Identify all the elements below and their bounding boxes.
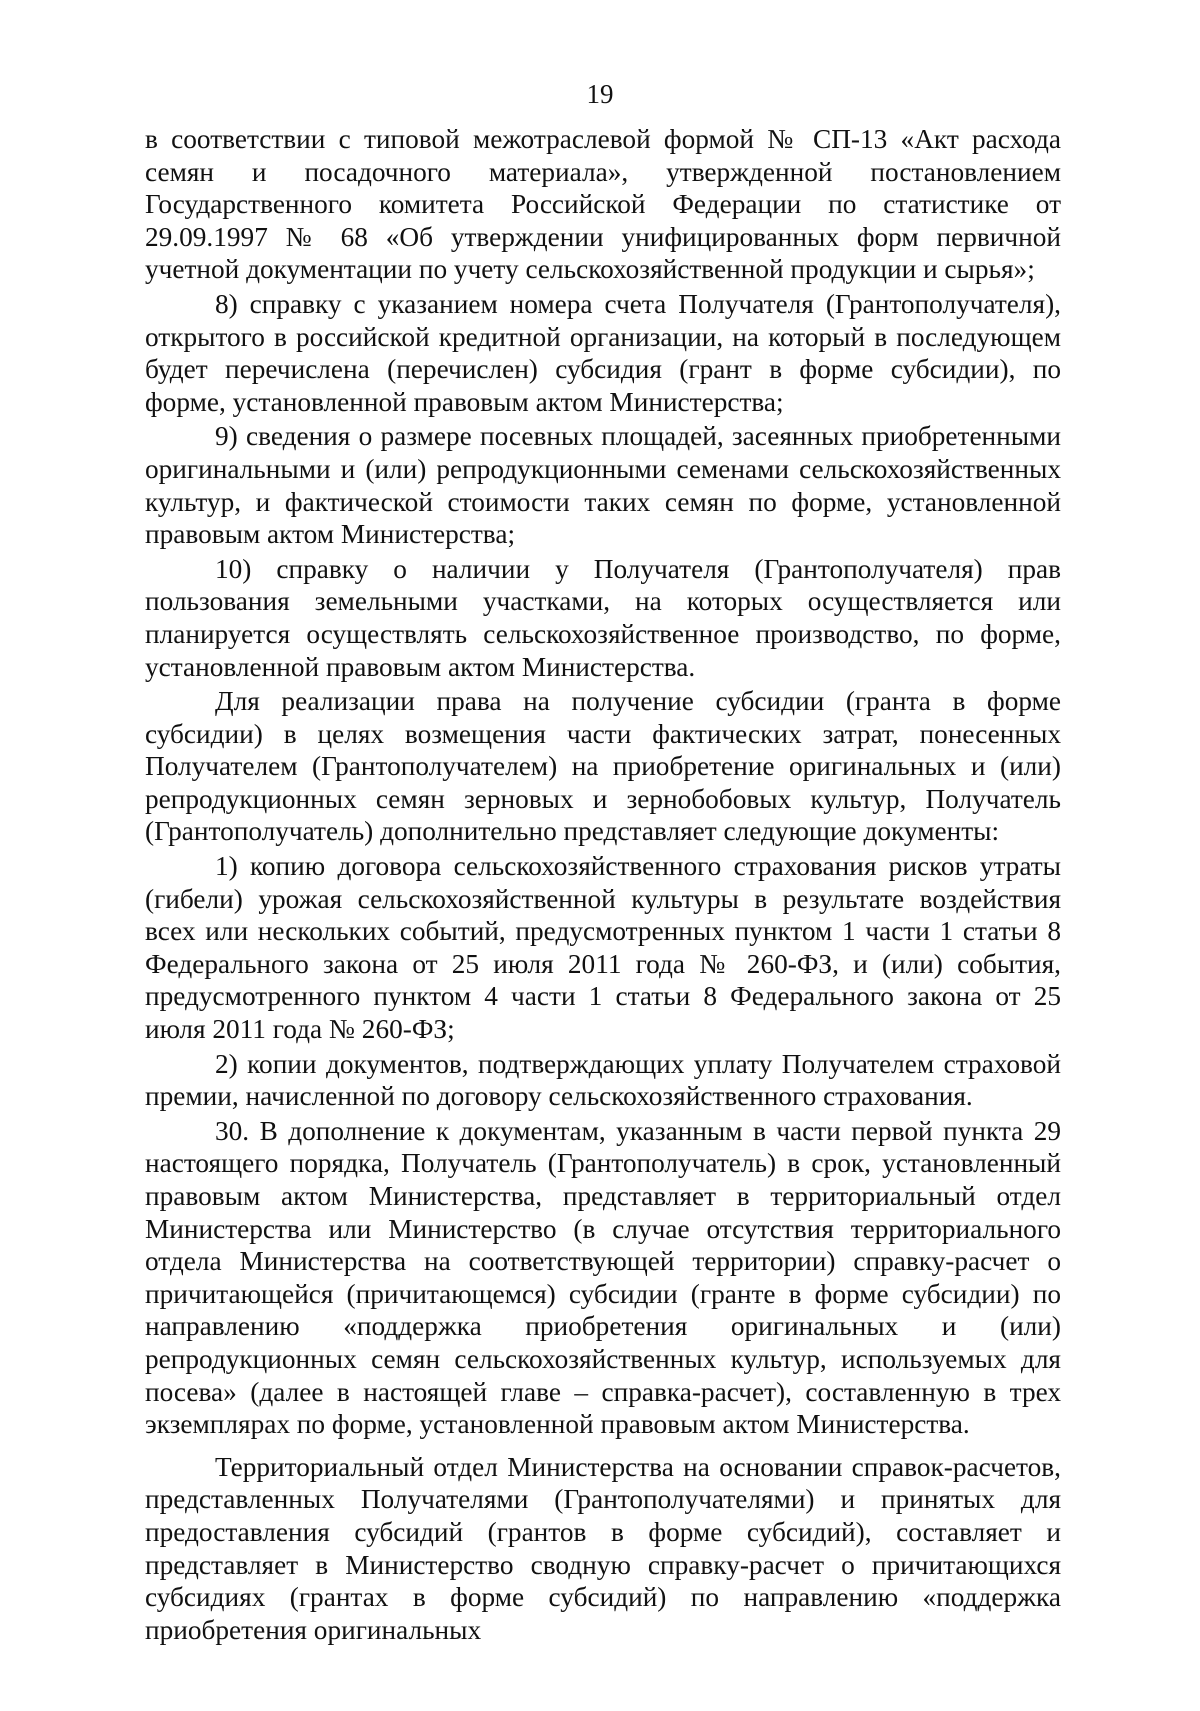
paragraph-insurance-contract: 1) копию договора сельскохозяйственного страхования рисков утраты (гибели) урожая сельскохозяйственной культуры в результате воздействия всех или нескольких событий, предусмотренных пунктом 1 части 1 статьи 8 Федерального закона от 25 июля 2011 года № 260-ФЗ, и (или) события, предусмотренного пунктом 4 части 1 статьи 8 Федерального закона от 25 июля 2011 года № 260-ФЗ; xyxy=(145,851,1061,1045)
page-number: 19 xyxy=(586,79,614,109)
paragraph-territorial-department: Территориальный отдел Министерства на основании справок-расчетов, представленных Получателями (Грантополучателями) и принятых для предоставления субсидий (грантов в форме субсидий), составляет и представляет в Министерство сводную справку-расчет о причитающихся субсидиях (грантах в форме субсидий) по направлению «поддержка приобретения оригинальных xyxy=(145,1451,1061,1645)
paragraph-section-30: 30. В дополнение к документам, указанным в части первой пункта 29 настоящего порядка, Получатель (Грантополучатель) в срок, установленный правовым актом Министерства, представляет в территориальный отдел Министерства или Министерство (в случае отсутствия территориального отдела Министерства на соответствующей территории) справку-расчет о причитающейся (причитающемся) субсидии (гранте в форме субсидии) по направлению «поддержка приобретения оригинальных и (или) репродукционных семян сельскохозяйственных культур, используемых для посева» (далее в настоящей главе – справка-расчет), составленную в трех экземплярах по форме, установленной правовым актом Министерства. xyxy=(145,1115,1061,1440)
paragraph-additional-documents: Для реализации права на получение субсидии (гранта в форме субсидии) в целях возмещения части фактических затрат, понесенных Получателем (Грантополучателем) на приобретение оригинальных и (или) репродукционных семян зерновых и зернобобовых культур, Получатель (Грантополучатель) дополнительно представляет следующие документы: xyxy=(145,686,1061,847)
paragraph-continuation: в соответствии с типовой межотраслевой формой № СП-13 «Акт расхода семян и посадочного материала», утвержденной постановлением Государственного комитета Российской Федерации по статистике от 29.09.1997 № 68 «Об утверждении унифицированных форм первичной учетной документации по учету сельскохозяйственной продукции и сырья»; xyxy=(145,124,1061,285)
paragraph-item-10: 10) справку о наличии у Получателя (Грантополучателя) прав пользования земельными участками, на которых осуществляется или планируется осуществлять сельскохозяйственное производство, по форме, установленной правовым актом Министерства. xyxy=(145,553,1061,682)
paragraph-item-9: 9) сведения о размере посевных площадей, засеянных приобретенными оригинальными и (или) репродукционными семенами сельскохозяйственных культур, и фактической стоимости таких семян по форме, установленной правовым актом Министерства; xyxy=(145,421,1061,550)
paragraph-item-8: 8) справку с указанием номера счета Получателя (Грантополучателя), открытого в российской кредитной организации, на который в последующем будет перечислена (перечислен) субсидия (грант в форме субсидии), по форме, установленной правовым актом Министерства; xyxy=(145,288,1061,417)
document-body xyxy=(145,123,1061,1646)
paragraph-insurance-payment: 2) копии документов, подтверждающих уплату Получателем страховой премии, начисленной по договору сельскохозяйственного страхования. xyxy=(145,1048,1061,1112)
